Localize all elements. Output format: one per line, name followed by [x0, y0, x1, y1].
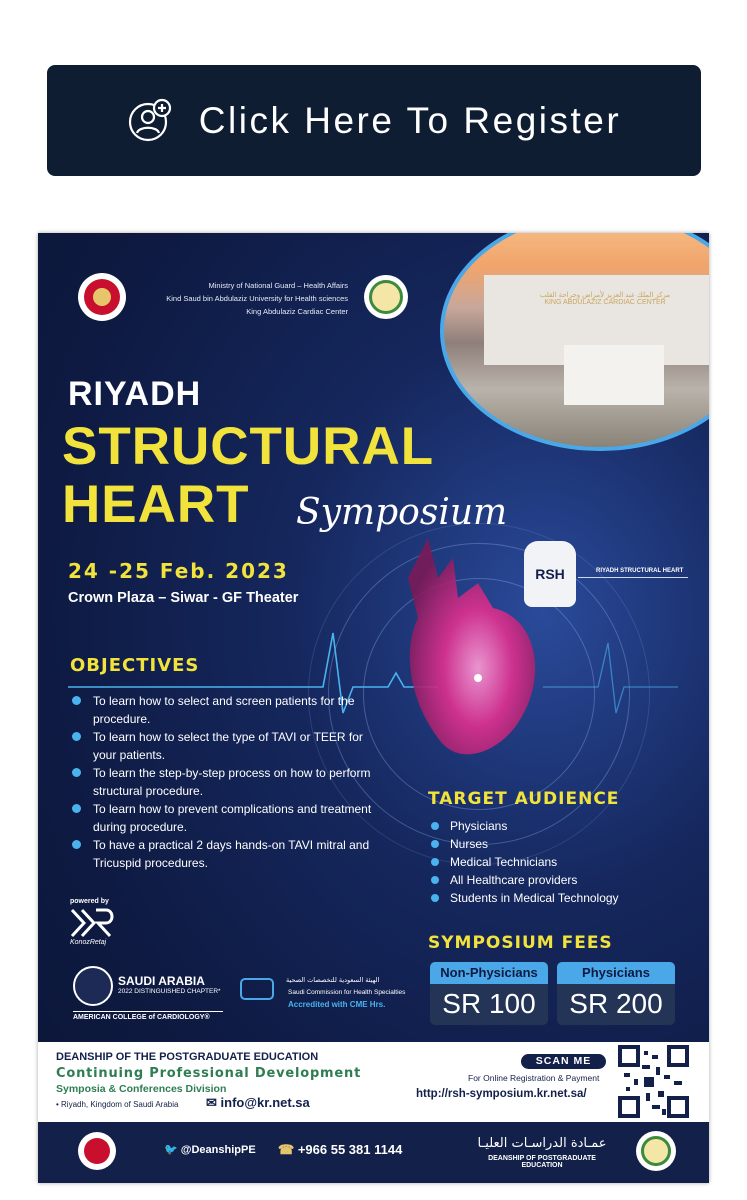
- university-logo: [364, 275, 408, 319]
- fee-label: Non-Physicians: [430, 962, 548, 984]
- fees-heading: SYMPOSIUM FEES: [428, 933, 613, 953]
- title-riyadh: RIYADH: [68, 375, 202, 413]
- acc-chapter-logo: [73, 966, 113, 1006]
- fee-value: SR 200: [569, 988, 663, 1019]
- acc-name: AMERICAN COLLEGE of CARDIOLOGY®: [73, 1014, 210, 1021]
- fee-value: SR 100: [442, 988, 536, 1019]
- objectives-heading: OBJECTIVES: [70, 655, 200, 676]
- event-venue: Crown Plaza – Siwar - GF Theater: [68, 590, 299, 606]
- acc-title: SAUDI ARABIA: [118, 974, 205, 988]
- sponsor-logo: [70, 908, 114, 938]
- twitter-icon: 🐦: [164, 1144, 178, 1156]
- add-user-icon: [127, 98, 173, 144]
- phone-icon: ☎: [278, 1142, 295, 1157]
- list-item: Physicians: [431, 817, 619, 835]
- online-registration-note: For Online Registration & Payment: [468, 1073, 600, 1083]
- title-heart: HEART: [62, 475, 250, 534]
- email: ✉ info@kr.net.sa: [206, 1095, 310, 1110]
- twitter-handle: 🐦 @DeanshipPE: [164, 1144, 256, 1156]
- fee-label: Physicians: [557, 962, 675, 984]
- symposium-poster: [38, 233, 709, 1183]
- rsh-logo: RSH: [524, 541, 576, 607]
- list-item: Nurses: [431, 835, 619, 853]
- scfhs-name-arabic: الهيئة السعودية للتخصصات الصحية: [286, 976, 380, 984]
- cme-accreditation: Accredited with CME Hrs.: [288, 1000, 386, 1009]
- event-dates: 24 -25 Feb. 2023: [68, 559, 289, 583]
- organizations: Ministry of National Guard – Health Affairs Kind Saud bin Abdulaziz University for Health sciences King Abdulaziz Cardiac Center: [166, 281, 348, 316]
- list-item: Students in Medical Technology: [431, 889, 619, 907]
- target-audience-list: [431, 817, 619, 907]
- location: • Riyadh, Kingdom of Saudi Arabia: [56, 1100, 179, 1109]
- list-item: To learn how to select the type of TAVI or TEER for your patients.: [72, 728, 372, 764]
- building-sign: مركز الملك عبد العزيز لأمراض وجراحة القلب KING ABDULAZIZ CARDIAC CENTER: [539, 292, 671, 306]
- list-item: Medical Technicians: [431, 853, 619, 871]
- list-item: All Healthcare providers: [431, 871, 619, 889]
- register-label: Click Here To Register: [198, 99, 622, 141]
- university-logo: [636, 1131, 676, 1171]
- target-audience-heading: TARGET AUDIENCE: [428, 789, 620, 809]
- fee-card-non-physicians: [430, 962, 548, 1025]
- title-structural: STRUCTURAL: [62, 417, 435, 476]
- deanship-title: DEANSHIP OF THE POSTGRADUATE EDUCATION: [56, 1051, 319, 1063]
- list-item: To learn the step-by-step process on how to perform structural procedure.: [72, 764, 372, 800]
- powered-by-label: powered by: [70, 898, 109, 905]
- scfhs-logo: [240, 978, 274, 1000]
- registration-url: http://rsh-symposium.kr.net.sa/: [416, 1088, 587, 1100]
- title-symposium: Symposium: [296, 492, 508, 533]
- ministry-logo: [78, 1132, 116, 1170]
- scan-me-badge: SCAN ME: [521, 1054, 606, 1069]
- location-pin-icon: •: [56, 1100, 62, 1109]
- list-item: To learn how to select and screen patients for the procedure.: [72, 692, 372, 728]
- ministry-logo: [78, 273, 126, 321]
- objectives-list: [72, 692, 372, 872]
- qr-code: [618, 1045, 689, 1118]
- phone-number: ☎ +966 55 381 1144: [278, 1142, 403, 1157]
- divider: [578, 577, 688, 578]
- fee-card-physicians: [557, 962, 675, 1025]
- division-title: Symposia & Conferences Division: [56, 1083, 227, 1095]
- building-photo: [440, 233, 709, 451]
- acc-subtitle: 2022 DISTINGUISHED CHAPTER*: [118, 988, 221, 995]
- heart-graphic: [398, 538, 543, 768]
- register-button[interactable]: [47, 65, 701, 176]
- cpd-title: Continuing Professional Development: [56, 1066, 362, 1081]
- list-item: To have a practical 2 days hands-on TAVI mitral and Tricuspid procedures.: [72, 836, 372, 872]
- deanship-english: DEANSHIP OF POSTGRADUATE EDUCATION: [488, 1155, 596, 1169]
- divider: [73, 1011, 223, 1012]
- sponsor-name: KonozRetaj: [70, 939, 107, 946]
- list-item: To learn how to prevent complications and treatment during procedure.: [72, 800, 372, 836]
- rsh-caption: RIYADH STRUCTURAL HEART: [596, 568, 684, 574]
- scfhs-name: Saudi Commission for Health Specialties: [288, 989, 406, 996]
- deanship-arabic: عمـادة الدراسـات العليـا: [477, 1136, 607, 1151]
- mail-icon: ✉: [206, 1095, 221, 1110]
